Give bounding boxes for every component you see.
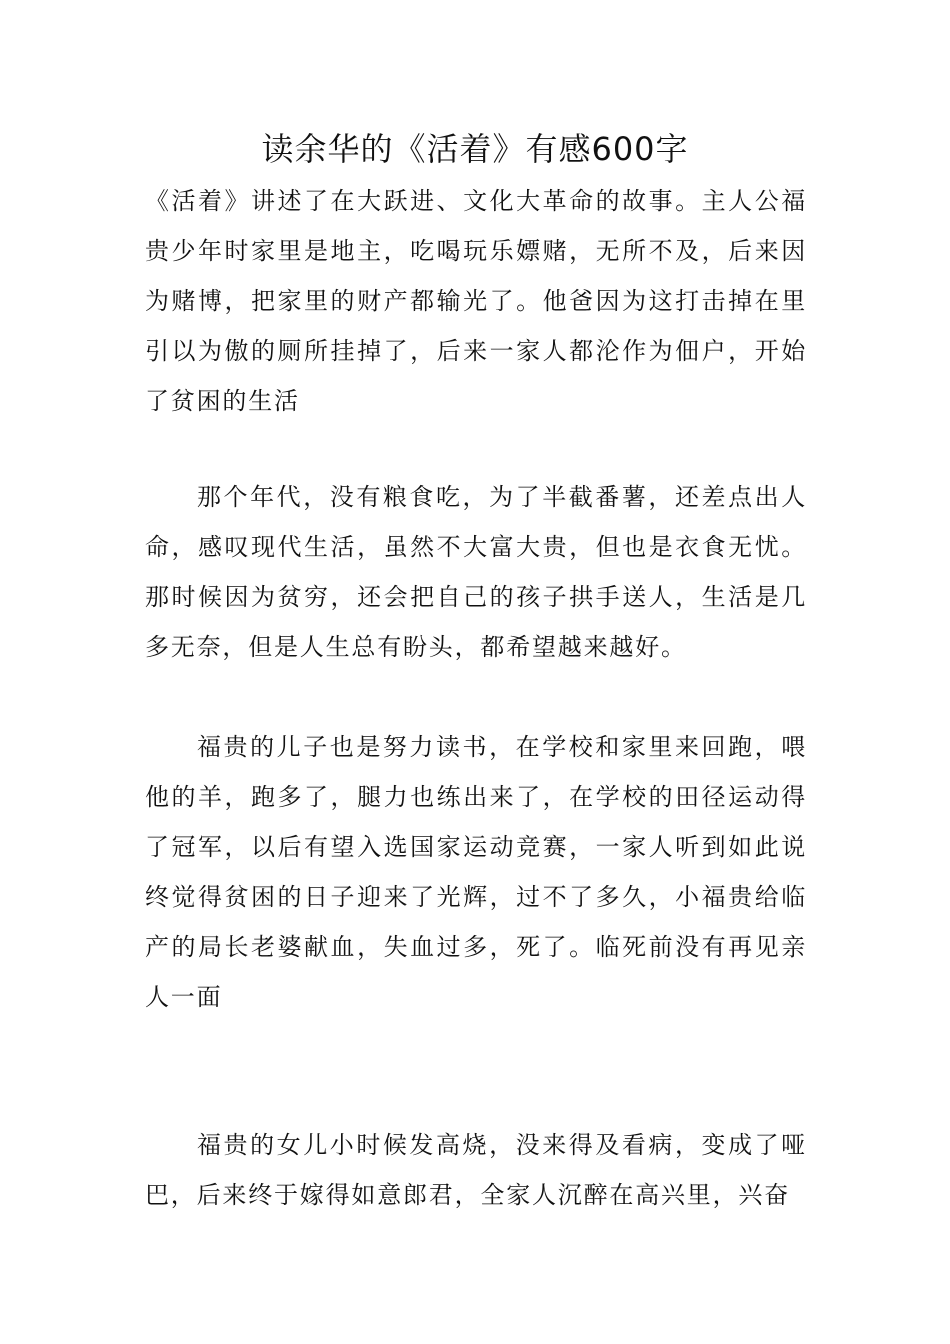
paragraph-1: 《活着》讲述了在大跃进、文化大革命的故事。主人公福贵少年时家里是地主，吃喝玩乐嫖赌，无所不及，后来因为赌博，把家里的财产都输光了。他爸因为这打击掉在里引以为傲的厕所挂掉了，后来一家人都沦作为佃户，开始了贫困的生活 — [145, 187, 807, 415]
document-title: 读余华的《活着》有感600字 — [261, 130, 689, 168]
paragraph-3: 福贵的儿子也是努力读书，在学校和家里来回跑，喂他的羊，跑多了，腿力也练出来了，在学校的田径运动得了冠军，以后有望入选国家运动竞赛，一家人听到如此说终觉得贫困的日子迎来了光辉，过不了多久，小福贵给临产的局长老婆献血，失血过多，死了。临死前没有再见亲人一面 — [145, 733, 807, 1011]
paragraph-4: 福贵的女儿小时候发高烧，没来得及看病，变成了哑巴，后来终于嫁得如意郎君，全家人沉醉在高兴里，兴奋 — [145, 1131, 807, 1209]
paragraph-2: 那个年代，没有粮食吃，为了半截番薯，还差点出人命，感叹现代生活，虽然不大富大贵，但也是衣食无忧。那时候因为贫穷，还会把自己的孩子拱手送人，生活是几多无奈，但是人生总有盼头，都希望越来越好。 — [145, 483, 807, 661]
